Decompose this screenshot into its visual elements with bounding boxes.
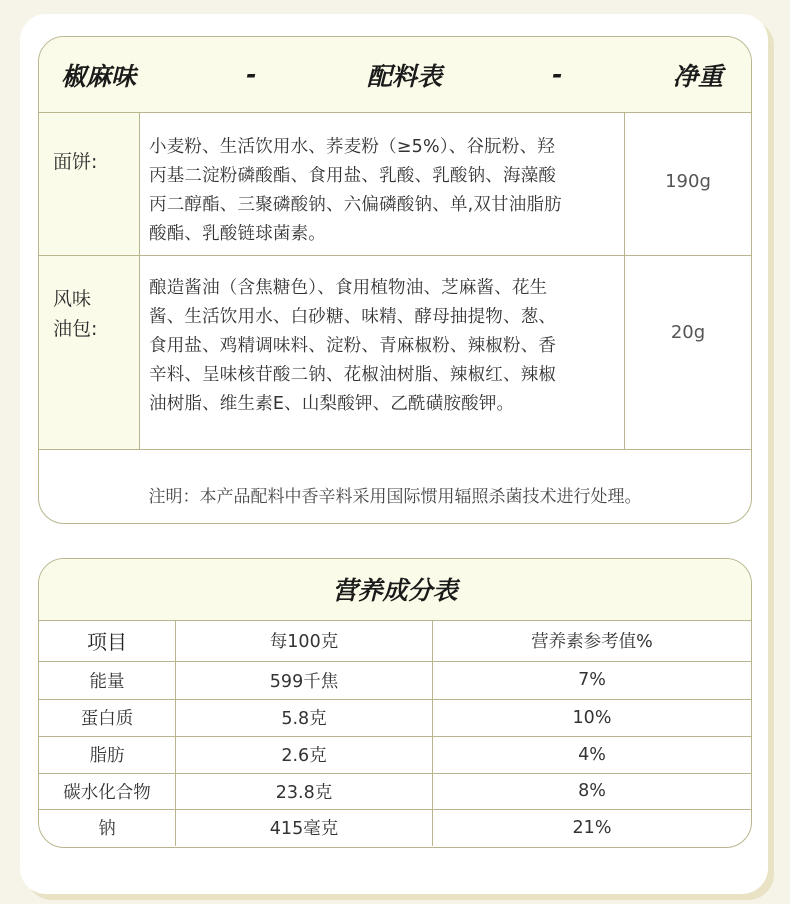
nutrient-nrv: 21% bbox=[433, 809, 752, 846]
nutrient-nrv: 4% bbox=[433, 736, 752, 773]
header-dash: - bbox=[246, 60, 257, 89]
irradiation-note: 注明：本产品配料中香辛料采用国际惯用辐照杀菌技术进行处理。 bbox=[148, 487, 642, 507]
nutrient-name: 脂肪 bbox=[39, 736, 176, 773]
nutrient-nrv: 10% bbox=[433, 699, 752, 736]
table-row bbox=[39, 736, 751, 773]
oil-packet-ingredients: 酿造酱油（含焦糖色）、食用植物油、芝麻酱、花生 酱、生活饮用水、白砂糖、味精、酵母抽提物、葱、 食用盐、鸡精调味料、淀粉、青麻椒粉、辣椒粉、香 辛料、呈味核苷酸二钠、花椒油树脂、辣椒红、辣椒 油树脂、维生素E、山梨酸钾、乙酰磺胺酸钾。 bbox=[149, 278, 557, 414]
nutrient-name: 钠 bbox=[39, 809, 176, 846]
noodle-weight: 190g bbox=[665, 171, 711, 192]
header-dash: - bbox=[552, 60, 563, 89]
nutrition-card bbox=[38, 558, 752, 848]
product-info-sheet bbox=[20, 14, 768, 894]
ingredient-row-noodle bbox=[39, 113, 751, 256]
ingredients-header bbox=[39, 37, 751, 113]
nutrient-name: 能量 bbox=[39, 661, 176, 699]
noodle-label: 面饼: bbox=[53, 151, 98, 173]
noodle-ingredients: 小麦粉、生活饮用水、荞麦粉（≥5%）、谷朊粉、羟 丙基二淀粉磷酸酯、食用盐、乳酸、乳酸钠、海藻酸 丙二醇酯、三聚磷酸钠、六偏磷酸钠、单,双甘油脂肪 酸酯、乳酸链球菌素。 bbox=[149, 137, 562, 244]
oil-packet-label: 风味 油包: bbox=[53, 288, 98, 340]
ingredient-row-oil-packet bbox=[39, 256, 751, 450]
net-weight-label: 净重 bbox=[672, 61, 723, 91]
table-row bbox=[39, 661, 751, 699]
nutrient-amount: 23.8克 bbox=[176, 773, 433, 809]
table-row bbox=[39, 809, 751, 846]
oil-packet-weight: 20g bbox=[670, 322, 706, 343]
nutrient-nrv: 7% bbox=[433, 661, 752, 699]
nutrient-amount: 5.8克 bbox=[176, 699, 433, 736]
nutrition-table bbox=[39, 621, 751, 846]
nutrient-amount: 415毫克 bbox=[176, 809, 433, 846]
ingredients-title: 配料表 bbox=[366, 61, 442, 91]
ingredients-card bbox=[38, 36, 752, 524]
table-row bbox=[39, 773, 751, 809]
column-header: 项目 bbox=[39, 621, 176, 661]
nutrient-nrv: 8% bbox=[433, 773, 752, 809]
nutrition-title: 营养成分表 bbox=[39, 559, 751, 621]
nutrient-name: 蛋白质 bbox=[39, 699, 176, 736]
table-row bbox=[39, 699, 751, 736]
nutrient-amount: 2.6克 bbox=[176, 736, 433, 773]
flavor-name: 椒麻味 bbox=[61, 61, 137, 91]
table-header-row bbox=[39, 621, 751, 661]
column-header: 每100克 bbox=[176, 621, 433, 661]
nutrient-amount: 599千焦 bbox=[176, 661, 433, 699]
column-header: 营养素参考值% bbox=[433, 621, 752, 661]
nutrient-name: 碳水化合物 bbox=[39, 773, 176, 809]
